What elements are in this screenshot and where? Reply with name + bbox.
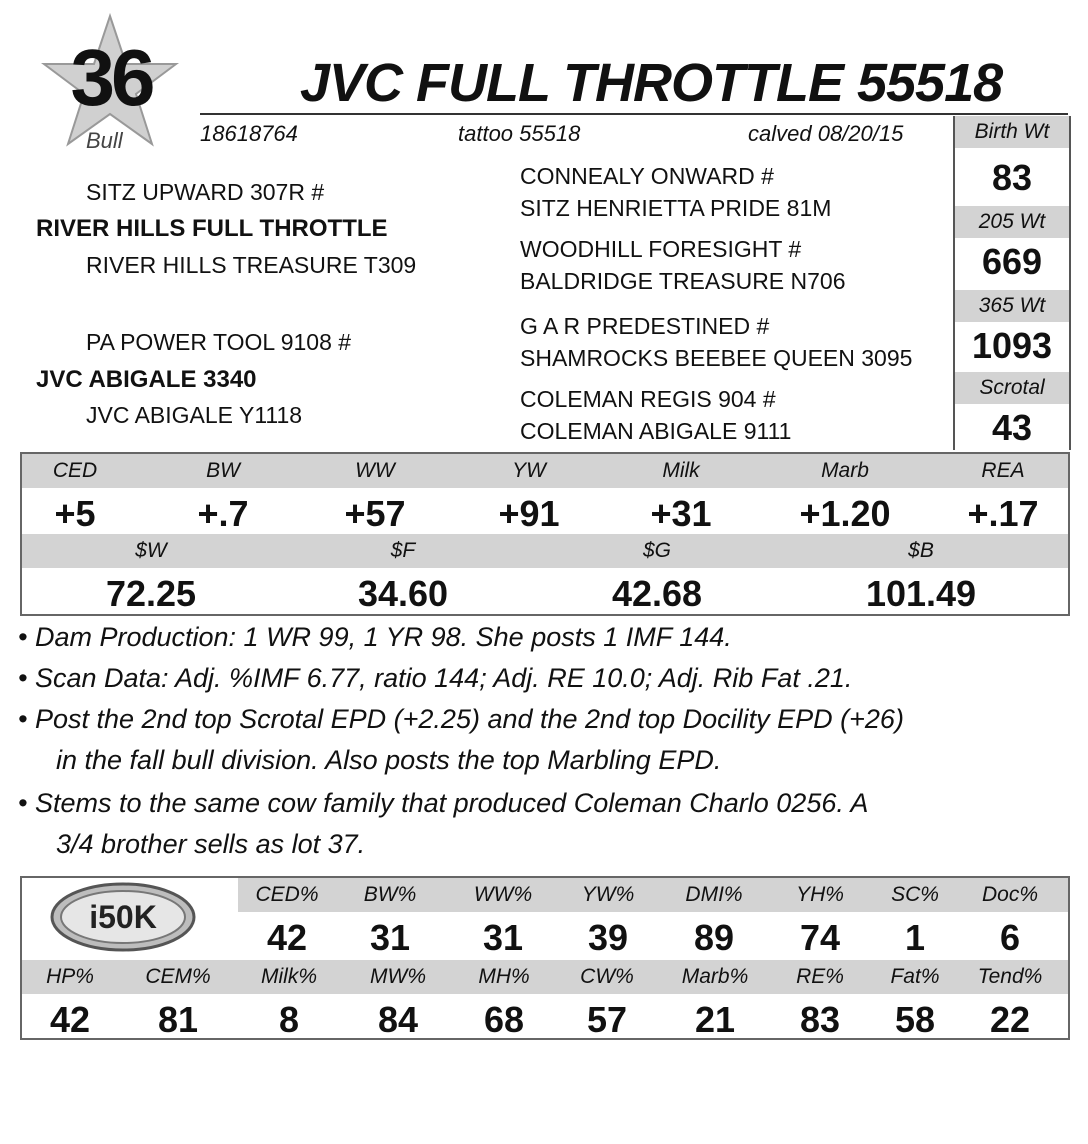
weight-value: 83 bbox=[991, 157, 1033, 198]
i50k-value: 21 bbox=[694, 999, 736, 1040]
dam-dam: JVC ABIGALE Y1118 bbox=[86, 402, 303, 428]
i50k-value: 31 bbox=[482, 917, 524, 958]
epd-label: YW bbox=[512, 459, 546, 482]
lot-type: Bull bbox=[86, 128, 123, 153]
index-value: 34.60 bbox=[357, 573, 449, 614]
pedigree-gg: BALDRIDGE TREASURE N706 bbox=[520, 268, 846, 294]
weight-label: Birth Wt bbox=[955, 116, 1069, 148]
index-value: 101.49 bbox=[865, 573, 977, 614]
pedigree-gg: G A R PREDESTINED # bbox=[520, 313, 770, 339]
note-cow-family-cont: 3/4 brother sells as lot 37. bbox=[56, 829, 366, 859]
i50k-value: 58 bbox=[894, 999, 936, 1040]
i50k-label: MW% bbox=[370, 965, 426, 988]
i50k-value: 31 bbox=[369, 917, 411, 958]
weight-value: 1093 bbox=[971, 325, 1053, 366]
note-cow-family: • Stems to the same cow family that produced Coleman Charlo 0256. A bbox=[18, 788, 869, 818]
registration-number: 18618764 bbox=[200, 121, 298, 146]
weight-label: 365 Wt bbox=[955, 290, 1069, 322]
epd-label: Marb bbox=[821, 459, 869, 482]
pedigree-gg: CONNEALY ONWARD # bbox=[520, 163, 774, 189]
lot-number: 36 bbox=[70, 33, 152, 122]
sire-dam: RIVER HILLS TREASURE T309 bbox=[86, 252, 417, 278]
i50k-logo-text: i50K bbox=[89, 899, 157, 935]
epd-label: CED bbox=[52, 459, 98, 482]
i50k-value: 84 bbox=[377, 999, 419, 1040]
weight-label: 205 Wt bbox=[955, 206, 1069, 238]
pedigree-gg: SHAMROCKS BEEBEE QUEEN 3095 bbox=[520, 345, 913, 371]
pedigree-gg: WOODHILL FORESIGHT # bbox=[520, 236, 802, 262]
index-label: $W bbox=[135, 539, 167, 562]
title-rule bbox=[200, 113, 1068, 115]
i50k-label: YH% bbox=[796, 883, 844, 906]
i50k-label: MH% bbox=[478, 965, 530, 988]
note-epd-ranking: • Post the 2nd top Scrotal EPD (+2.25) and the 2nd top Docility EPD (+26) bbox=[18, 704, 904, 734]
weight-value: 43 bbox=[991, 407, 1033, 448]
i50k-logo bbox=[50, 882, 196, 952]
dam: JVC ABIGALE 3340 bbox=[36, 366, 257, 393]
epd-label: REA bbox=[981, 459, 1025, 482]
epd-value: +31 bbox=[650, 493, 712, 534]
i50k-label: SC% bbox=[891, 883, 939, 906]
i50k-label: WW% bbox=[473, 883, 533, 906]
index-label: $G bbox=[642, 539, 671, 562]
i50k-value: 89 bbox=[693, 917, 735, 958]
i50k-value: 8 bbox=[278, 999, 300, 1040]
sire: RIVER HILLS FULL THROTTLE bbox=[36, 215, 388, 242]
i50k-label: DMI% bbox=[685, 883, 743, 906]
i50k-label: Doc% bbox=[981, 883, 1039, 906]
weight-label: Scrotal bbox=[955, 372, 1069, 404]
pedigree-gg: COLEMAN ABIGALE 9111 bbox=[520, 418, 792, 444]
animal-name: JVC FULL THROTTLE 55518 bbox=[300, 53, 1003, 113]
epd-value: +1.20 bbox=[799, 493, 891, 534]
sire-sire: SITZ UPWARD 307R # bbox=[86, 179, 325, 205]
epd-label: BW bbox=[206, 459, 240, 482]
weights-panel bbox=[953, 116, 1071, 450]
i50k-label: CW% bbox=[580, 965, 634, 988]
i50k-label: YW% bbox=[581, 883, 635, 906]
note-scan-data: • Scan Data: Adj. %IMF 6.77, ratio 144; Adj. RE 10.0; Adj. Rib Fat .21. bbox=[18, 663, 853, 693]
i50k-label: RE% bbox=[796, 965, 844, 988]
i50k-label: Milk% bbox=[261, 965, 317, 988]
i50k-value: 39 bbox=[587, 917, 629, 958]
i50k-value: 6 bbox=[999, 917, 1021, 958]
i50k-value: 42 bbox=[49, 999, 91, 1040]
i50k-value: 42 bbox=[266, 917, 308, 958]
i50k-value: 68 bbox=[483, 999, 525, 1040]
pedigree-gg: SITZ HENRIETTA PRIDE 81M bbox=[520, 195, 832, 221]
tattoo: tattoo 55518 bbox=[458, 121, 581, 146]
epd-value: +.7 bbox=[197, 493, 249, 534]
index-label: $F bbox=[390, 539, 416, 562]
i50k-value: 74 bbox=[799, 917, 841, 958]
epd-value: +57 bbox=[344, 493, 406, 534]
index-value: 42.68 bbox=[611, 573, 703, 614]
pedigree-gg: COLEMAN REGIS 904 # bbox=[520, 386, 776, 412]
index-value: 72.25 bbox=[105, 573, 197, 614]
epd-value: +.17 bbox=[967, 493, 1039, 534]
i50k-value: 22 bbox=[989, 999, 1031, 1040]
i50k-label: CED% bbox=[255, 883, 319, 906]
epd-table bbox=[20, 452, 1070, 616]
note-dam-production: • Dam Production: 1 WR 99, 1 YR 98. She posts 1 IMF 144. bbox=[18, 622, 732, 652]
epd-value: +5 bbox=[54, 493, 96, 534]
i50k-value: 81 bbox=[157, 999, 199, 1040]
i50k-value: 1 bbox=[904, 917, 926, 958]
epd-label: WW bbox=[355, 459, 395, 482]
i50k-label: Marb% bbox=[681, 965, 749, 988]
i50k-label: BW% bbox=[363, 883, 417, 906]
i50k-label: HP% bbox=[46, 965, 94, 988]
i50k-label: CEM% bbox=[145, 965, 211, 988]
calving-date: calved 08/20/15 bbox=[748, 121, 904, 146]
epd-label: Milk bbox=[662, 459, 700, 482]
weight-value: 669 bbox=[981, 241, 1043, 282]
i50k-label: Fat% bbox=[890, 965, 940, 988]
note-epd-ranking-cont: in the fall bull division. Also posts the top Marbling EPD. bbox=[56, 745, 722, 775]
epd-value: +91 bbox=[498, 493, 560, 534]
i50k-value: 57 bbox=[586, 999, 628, 1040]
index-label: $B bbox=[908, 539, 934, 562]
i50k-value: 83 bbox=[799, 999, 841, 1040]
dam-sire: PA POWER TOOL 9108 # bbox=[86, 329, 352, 355]
i50k-label: Tend% bbox=[977, 965, 1043, 988]
